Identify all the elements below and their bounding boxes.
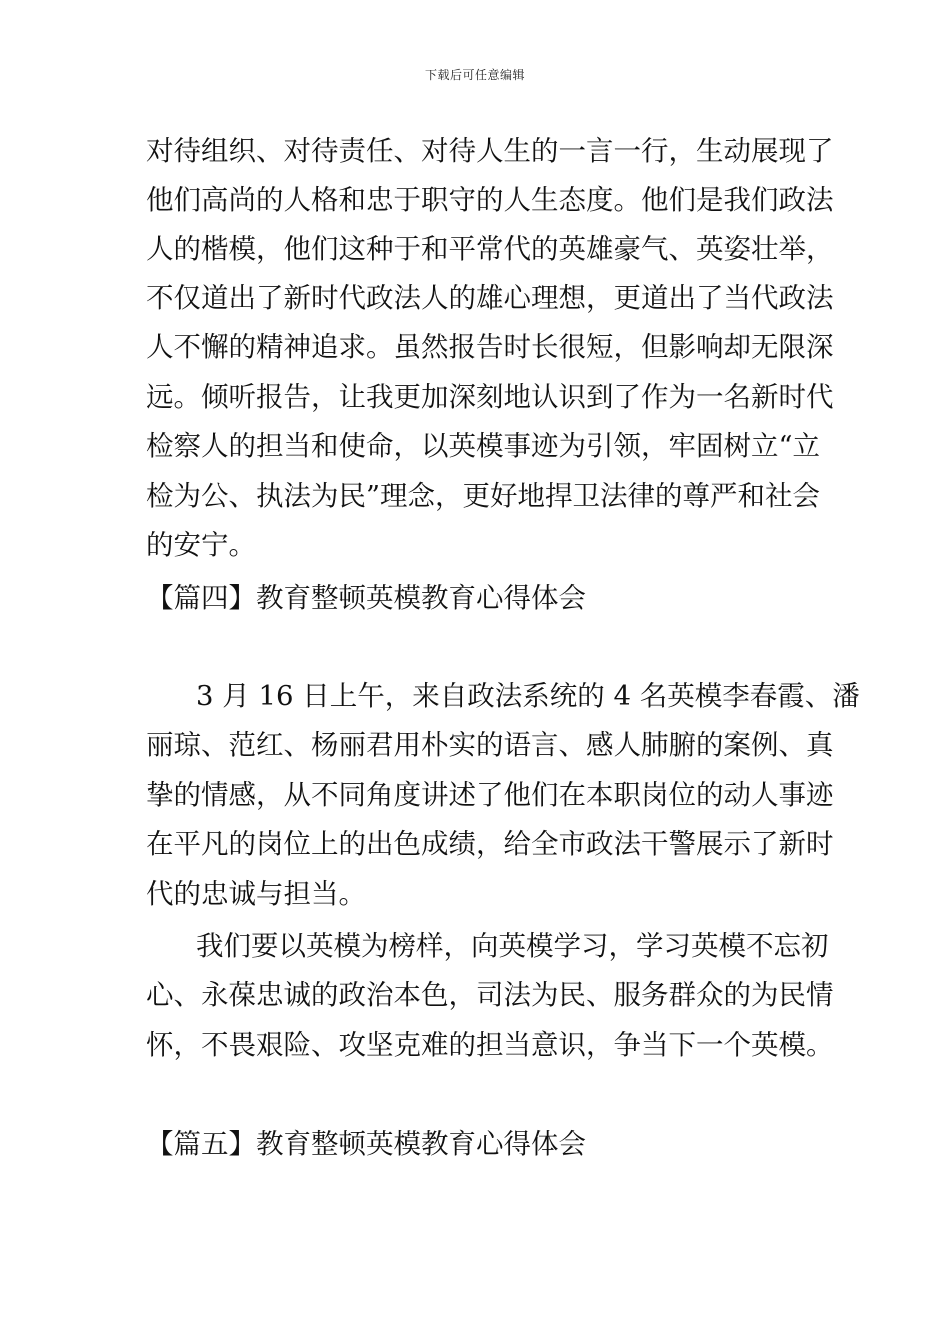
paragraph-line: 挚的情感，从不同角度讲述了他们在本职岗位的动人事迹	[146, 779, 834, 811]
section-heading: 【篇四】教育整顿英模教育心得体会	[146, 582, 586, 614]
paragraph-line: 丽琼、范红、杨丽君用朴实的语言、感人肺腑的案例、真	[146, 729, 834, 761]
paragraph-line: 检为公、执法为民”理念，更好地捍卫法律的尊严和社会	[146, 480, 821, 512]
paragraph-line: 他们高尚的人格和忠于职守的人生态度。他们是我们政法	[146, 184, 834, 216]
paragraph-line: 人的楷模，他们这种于和平常代的英雄豪气、英姿壮举，	[146, 233, 834, 265]
paragraph-line: 在平凡的岗位上的出色成绩，给全市政法干警展示了新时	[146, 828, 834, 860]
paragraph-line: 心、永葆忠诚的政治本色，司法为民、服务群众的为民情	[146, 979, 834, 1011]
paragraph-line: 人不懈的精神追求。虽然报告时长很短，但影响却无限深	[146, 331, 834, 363]
paragraph-line: 我们要以英模为榜样，向英模学习，学习英模不忘初	[196, 930, 829, 962]
paragraph-line: 怀，不畏艰险、攻坚克难的担当意识，争当下一个英模。	[146, 1029, 834, 1061]
paragraph-line: 对待组织、对待责任、对待人生的一言一行，生动展现了	[146, 135, 834, 167]
paragraph-line: 远。倾听报告，让我更加深刻地认识到了作为一名新时代	[146, 381, 834, 413]
paragraph-line: 不仅道出了新时代政法人的雄心理想，更道出了当代政法	[146, 282, 834, 314]
section-heading: 【篇五】教育整顿英模教育心得体会	[146, 1128, 586, 1160]
paragraph-line: 3 月 16 日上午，来自政法系统的 4 名英模李春霞、潘	[196, 680, 860, 712]
paragraph-line: 的安宁。	[146, 529, 256, 561]
paragraph-line: 代的忠诚与担当。	[146, 878, 366, 910]
paragraph-line: 检察人的担当和使命，以英模事迹为引领，牢固树立“立	[146, 430, 821, 462]
download-note: 下载后可任意编辑	[424, 68, 525, 82]
